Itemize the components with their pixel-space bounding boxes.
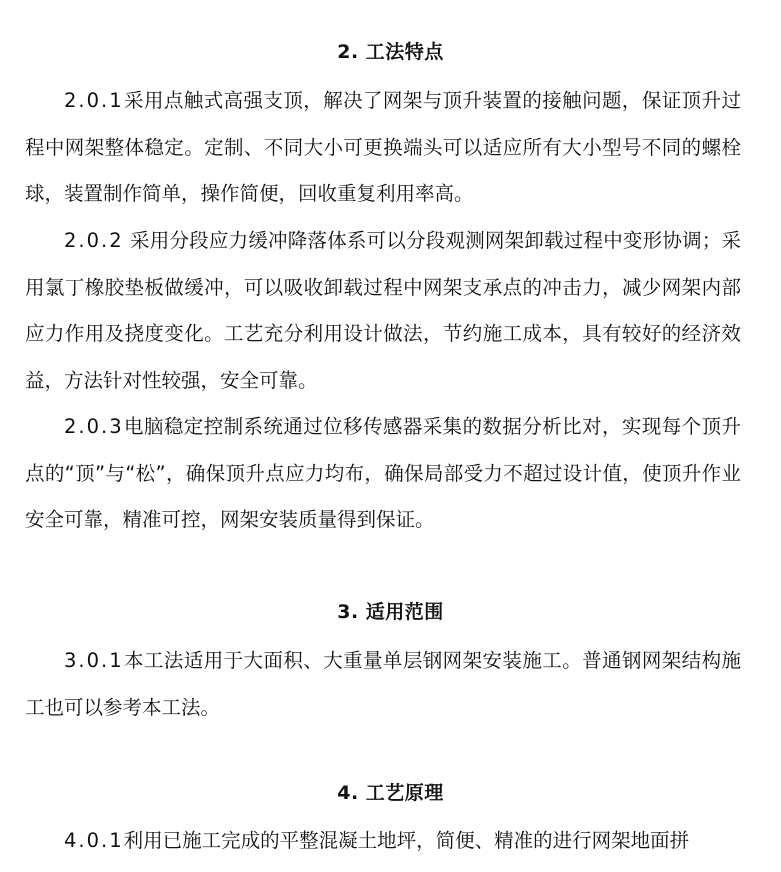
section-heading-4: 4. 工艺原理 xyxy=(337,782,444,804)
paragraph-2-0-2 xyxy=(25,218,741,404)
clause-text: 采用分段应力缓冲降落体系可以分段观测网架卸载过程中变形协调；采用氯丁橡胶垫板做缓冲，可以吸收卸载过程中网架支承点的冲击力，减少网架内部应力作用及挠度变化。工艺充分利用设计做法，节约施工成本，具有较好的经济效益，方法针对性较强，安全可靠。 xyxy=(25,229,741,392)
paragraph-2-0-1 xyxy=(25,78,741,218)
paragraph-4-0-1 xyxy=(25,818,741,865)
clause-text: 利用已施工完成的平整混凝土地坪，简便、精准的进行网架地面拼 xyxy=(123,829,690,852)
paragraph-3-0-1 xyxy=(25,638,741,731)
clause-number: 3.0.1 xyxy=(64,649,124,672)
section-heading-2: 2. 工法特点 xyxy=(337,41,444,63)
paragraph-2-0-3 xyxy=(25,404,741,544)
section-heading-3: 3. 适用范围 xyxy=(337,601,444,623)
clause-number: 2.0.3 xyxy=(64,415,124,438)
clause-text: 电脑稳定控制系统通过位移传感器采集的数据分析比对，实现每个顶升点的“顶”与“松”，确保顶升点应力均布，确保局部受力不超过设计值，使顶升作业安全可靠，精准可控，网架安装质量得到保证。 xyxy=(25,415,741,531)
clause-text: 本工法适用于大面积、大重量单层钢网架安装施工。普通钢网架结构施工也可以参考本工法。 xyxy=(25,649,741,719)
clause-number: 2.0.1 xyxy=(64,89,124,112)
clause-text: 采用点触式高强支顶，解决了网架与顶升装置的接触问题，保证顶升过程中网架整体稳定。定制、不同大小可更换端头可以适应所有大小型号不同的螺栓球，装置制作简单，操作简便，回收重复利用率高。 xyxy=(25,89,741,205)
clause-number: 2.0.2 xyxy=(64,229,124,252)
clause-number: 4.0.1 xyxy=(64,829,124,852)
